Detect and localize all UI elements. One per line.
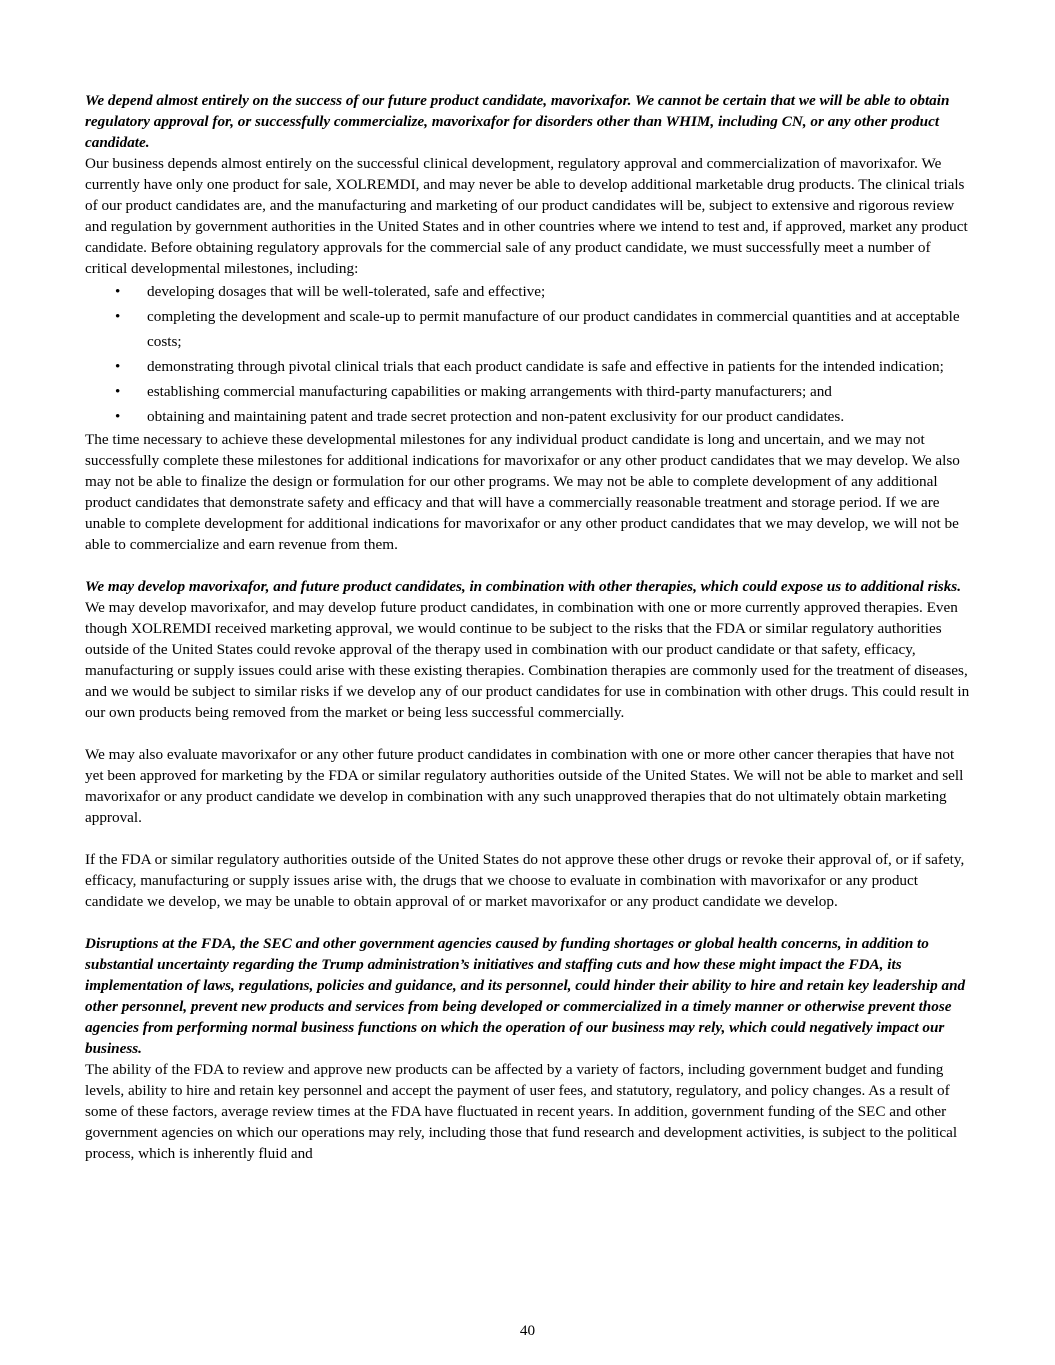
paragraph-combination-unapproved: We may also evaluate mavorixafor or any other future product candidates in combination with one or more other cancer therapies that have not yet been approved for marketing by the FDA or similar regulatory authorities outside of the United States. We will not be able to market and sell mavorixafor or any product candidate we develop in combination with any such unapproved therapies that do not ultimately obtain marketing approval. (85, 746, 964, 826)
list-item (85, 304, 971, 354)
bullet-icon: • (115, 283, 121, 300)
paragraph-milestone-timing: The time necessary to achieve these developmental milestones for any individual product candidate is long and uncertain, and we may not successfully complete these milestones for additional indications for mavorixafor or any other product candidates that we may develop. We also may not be able to finalize the design or formulation for our other programs. We may not be able to complete development of any additional product candidates that demonstrate safety and efficacy and that will have a commercially reasonable treatment and storage period. If we are unable to complete development for additional indications for mavorixafor or any other product candidates that we may develop, we will not be able to commercialize and earn revenue from them. (85, 431, 960, 553)
bullet-icon: • (115, 358, 121, 375)
bullet-icon: • (115, 408, 121, 425)
list-item-text: obtaining and maintaining patent and trade secret protection and non-patent exclusivity for our product candidates. (147, 408, 845, 425)
paragraph-combination-risk: If the FDA or similar regulatory authorities outside of the United States do not approve these other drugs or revoke their approval of, or if safety, efficacy, manufacturing or supply issues arise with, the drugs that we choose to evaluate in combination with mavorixafor or any product candidate we develop, we may be unable to obtain approval of or market mavorixafor or any product candidate we develop. (85, 851, 965, 910)
section-heading-agency-disruptions: Disruptions at the FDA, the SEC and other government agencies caused by funding shortages or global health concerns, in addition to substantial uncertainty regarding the Trump administration’s initiatives and staffing cuts and how these might impact the FDA, its implementation of laws, regulations, policies and guidance, and its personnel, could hinder their ability to hire and retain key leadership and other personnel, prevent new products and services from being developed or commercialized in a timely manner or otherwise prevent those agencies from performing normal business functions on which the operation of our business may rely, which could negatively impact our business. (85, 935, 966, 1057)
bullet-icon: • (115, 383, 121, 400)
section-heading-mavorixafor-success: We depend almost entirely on the success of our future product candidate, mavorixafor. We cannot be certain that we will be able to obtain regulatory approval for, or successfully commercialize, mavorixafor for disorders other than WHIM, including CN, or any other product candidate. (85, 92, 950, 151)
list-item-text: establishing commercial manufacturing capabilities or making arrangements with third-party manufacturers; and (147, 383, 832, 400)
list-item (85, 379, 971, 404)
paragraph-business-dependence: Our business depends almost entirely on the successful clinical development, regulatory approval and commercialization of mavorixafor. We currently have only one product for sale, XOLREMDI, and may never be able to develop additional marketable drug products. The clinical trials of our product candidates are, and the manufacturing and marketing of our product candidates will be, subject to extensive and rigorous review and regulation by government authorities in the United States and in other countries where we intend to test and, if approved, market any product candidate. Before obtaining regulatory approvals for the commercial sale of any product candidate, we must successfully meet a number of critical developmental milestones, including: (85, 155, 968, 277)
milestones-list (85, 279, 971, 429)
list-item-text: completing the development and scale-up to permit manufacture of our product candidates in commercial quantities and at acceptable costs; (147, 308, 960, 350)
list-item-text: developing dosages that will be well-tolerated, safe and effective; (147, 283, 546, 300)
paragraph-combination-approved: We may develop mavorixafor, and may develop future product candidates, in combination with one or more currently approved therapies. Even though XOLREMDI received marketing approval, we would continue to be subject to the risks that the FDA or similar regulatory authorities outside of the United States could revoke approval of the therapy used in combination with our product candidate or that safety, efficacy, manufacturing or supply issues could arise with these existing therapies. Combination therapies are commonly used for the treatment of diseases, and we would be subject to similar risks if we develop any of our product candidates for use in combination with other drugs. This could result in our own products being removed from the market or being less successful commercially. (85, 599, 970, 721)
bullet-icon: • (115, 308, 121, 325)
section-heading-combination-therapies: We may develop mavorixafor, and future product candidates, in combination with other therapies, which could expose us to additional risks. (85, 578, 962, 595)
list-item (85, 404, 971, 429)
paragraph-fda-review: The ability of the FDA to review and approve new products can be affected by a variety of factors, including government budget and funding levels, ability to hire and retain key personnel and accept the payment of user fees, and statutory, regulatory, and policy changes. As a result of some of these factors, average review times at the FDA have fluctuated in recent years. In addition, government funding of the SEC and other government agencies on which our operations may rely, including those that fund research and development activities, is subject to the political process, which is inherently fluid and (85, 1061, 958, 1162)
list-item-text: demonstrating through pivotal clinical trials that each product candidate is safe and effective in patients for the intended indication; (147, 358, 944, 375)
document-page (85, 90, 971, 1164)
page-number: 40 (519, 1322, 536, 1339)
list-item (85, 279, 971, 304)
list-item (85, 354, 971, 379)
